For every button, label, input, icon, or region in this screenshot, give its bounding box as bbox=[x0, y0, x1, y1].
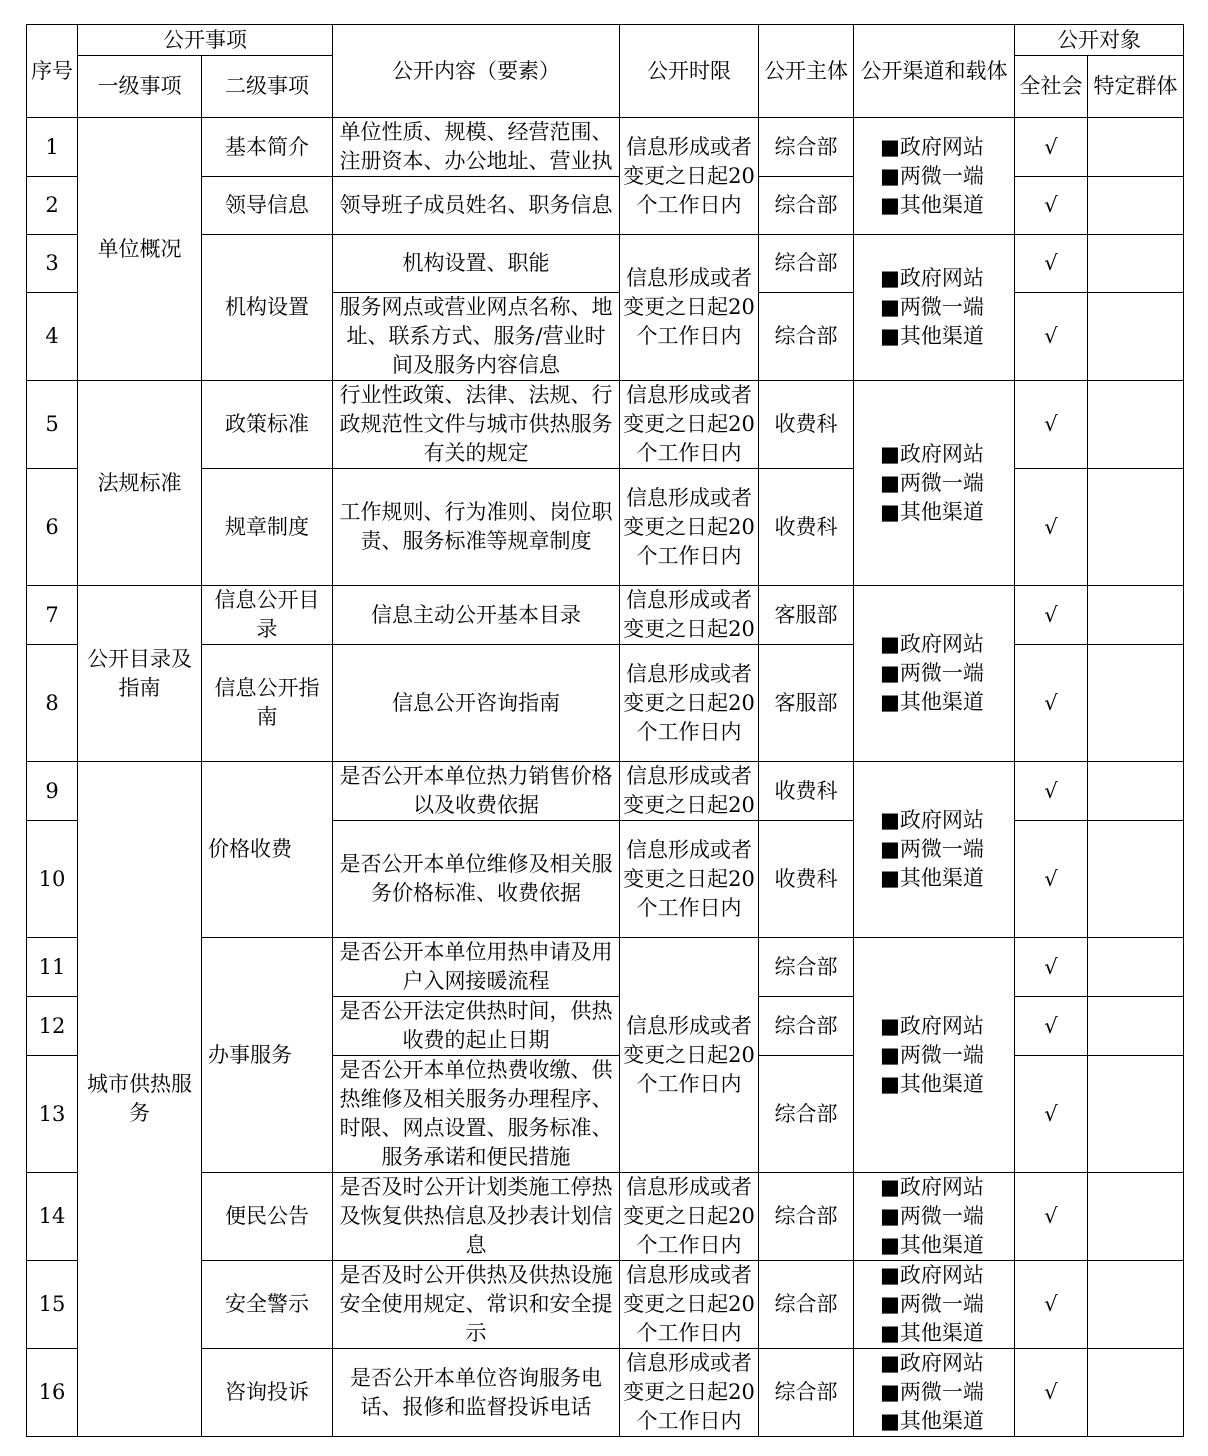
channel-cell bbox=[854, 1261, 1015, 1349]
content-cell: 是否公开本单位热费收缴、供热维修及相关服务办理程序、时限、网点设置、服务标准、服务承诺和便民措施 bbox=[333, 1056, 620, 1173]
level1-item: 单位概况 bbox=[78, 118, 202, 381]
content-text: 是否公开本单位用热申请及用户入网接暖流程 bbox=[339, 940, 613, 993]
public-check: √ bbox=[1015, 1349, 1088, 1437]
channel-gov-website: ■政府网站 bbox=[880, 1013, 984, 1038]
subject-cell: 综合部 bbox=[759, 293, 854, 381]
table-row bbox=[27, 118, 1184, 177]
specific-cell bbox=[1088, 1261, 1184, 1349]
public-check: √ bbox=[1015, 821, 1088, 938]
channel-cell bbox=[854, 1173, 1015, 1261]
channel-gov-website: ■政府网站 bbox=[880, 441, 984, 466]
level1-item: 公开目录及指南 bbox=[78, 586, 202, 762]
public-check: √ bbox=[1015, 997, 1088, 1056]
header-channel: 公开渠道和载体 bbox=[854, 25, 1015, 118]
subject-cell: 综合部 bbox=[759, 177, 854, 235]
deadline-cell bbox=[620, 1349, 759, 1437]
row-number: 6 bbox=[27, 469, 78, 586]
specific-cell bbox=[1088, 293, 1184, 381]
deadline-text: 信息形成或者变更之日起20个工作日内 bbox=[623, 1175, 755, 1257]
public-check: √ bbox=[1015, 1173, 1088, 1261]
deadline-cell: 信息形成或者变更之日起20个工作日内 bbox=[620, 938, 759, 1173]
content-cell: 是否公开本单位咨询服务电话、报修和监督投诉电话 bbox=[333, 1349, 620, 1437]
row-number: 12 bbox=[27, 997, 78, 1056]
header-subject: 公开主体 bbox=[759, 25, 854, 118]
deadline-text: 信息形成或者变更之日起20个工作日内 bbox=[623, 383, 755, 465]
channel-two-micro-one-end: ■两微一端 bbox=[880, 1292, 984, 1316]
channel-gov-website: ■政府网站 bbox=[880, 1175, 984, 1199]
level2-item: 办事服务 bbox=[202, 938, 333, 1173]
subject-cell: 综合部 bbox=[759, 1261, 854, 1349]
subject-cell: 收费科 bbox=[759, 762, 854, 821]
row-number: 10 bbox=[27, 821, 78, 938]
level1-item: 法规标准 bbox=[78, 381, 202, 586]
content-cell bbox=[333, 821, 620, 938]
level2-item: 政策标准 bbox=[202, 381, 333, 469]
public-check: √ bbox=[1015, 1056, 1088, 1173]
level2-item: 领导信息 bbox=[202, 177, 333, 235]
channel-gov-website: ■政府网站 bbox=[880, 266, 984, 290]
channel-gov-website: ■政府网站 bbox=[880, 1351, 984, 1375]
content-cell bbox=[333, 293, 620, 381]
content-text: 单位性质、规模、经营范围、注册资本、办公地址、营业执 bbox=[339, 120, 613, 173]
public-check: √ bbox=[1015, 586, 1088, 645]
channel-gov-website: ■政府网站 bbox=[880, 134, 984, 159]
deadline-cell: 信息形成或者变更之日起20个工作日内 bbox=[620, 821, 759, 938]
content-cell bbox=[333, 762, 620, 821]
channel-two-micro-one-end: ■两微一端 bbox=[880, 661, 984, 685]
channel-cell bbox=[854, 586, 1015, 762]
header-public: 全社会 bbox=[1015, 56, 1088, 118]
public-check: √ bbox=[1015, 235, 1088, 293]
specific-cell bbox=[1088, 821, 1184, 938]
public-check: √ bbox=[1015, 469, 1088, 586]
channel-other: ■其他渠道 bbox=[880, 324, 984, 348]
row-number: 1 bbox=[27, 118, 78, 177]
deadline-cell: 信息形成或者变更之日起20个工作日内 bbox=[620, 235, 759, 381]
content-cell bbox=[333, 381, 620, 469]
specific-cell bbox=[1088, 381, 1184, 469]
deadline-cell: 信息形成或者变更之日起20个工作日内 bbox=[620, 645, 759, 762]
deadline-text: 信息形成或者变更之日起20个工作日内 bbox=[623, 1351, 755, 1433]
deadline-text: 信息形成或者变更之日起20 bbox=[623, 588, 755, 641]
channel-other: ■其他渠道 bbox=[880, 1321, 984, 1345]
content-text: 机构设置、职能 bbox=[402, 251, 550, 275]
channel-cell bbox=[854, 381, 1015, 586]
channel-gov-website: ■政府网站 bbox=[880, 808, 984, 832]
row-number: 15 bbox=[27, 1261, 78, 1349]
level2-item: 咨询投诉 bbox=[202, 1349, 333, 1437]
content-cell: 信息公开咨询指南 bbox=[333, 645, 620, 762]
content-text: 工作规则、行为准则、岗位职责、服务标准等规章制度 bbox=[339, 500, 613, 553]
channel-two-micro-one-end: ■两微一端 bbox=[880, 1204, 984, 1228]
subject-cell: 收费科 bbox=[759, 821, 854, 938]
specific-cell bbox=[1088, 938, 1184, 997]
content-cell bbox=[333, 177, 620, 235]
content-text: 行业性政策、法律、法规、行政规范性文件与城市供热服务有关的规定 bbox=[339, 383, 613, 465]
level2-item: 便民公告 bbox=[202, 1173, 333, 1261]
level2-item: 基本简介 bbox=[202, 118, 333, 177]
level2-text: 信息公开目录 bbox=[214, 588, 320, 641]
row-number: 2 bbox=[27, 177, 78, 235]
header-seq: 序号 bbox=[27, 25, 78, 118]
channel-two-micro-one-end: ■两微一端 bbox=[880, 163, 984, 188]
channel-other: ■其他渠道 bbox=[880, 690, 984, 714]
channel-gov-website: ■政府网站 bbox=[880, 1263, 984, 1287]
header-time-limit: 公开时限 bbox=[620, 25, 759, 118]
channel-other: ■其他渠道 bbox=[880, 1233, 984, 1257]
row-number: 7 bbox=[27, 586, 78, 645]
subject-cell: 综合部 bbox=[759, 118, 854, 177]
deadline-cell bbox=[620, 381, 759, 469]
public-check: √ bbox=[1015, 938, 1088, 997]
table-row bbox=[27, 381, 1184, 469]
channel-other: ■其他渠道 bbox=[880, 866, 984, 890]
table-row bbox=[27, 586, 1184, 645]
public-check: √ bbox=[1015, 381, 1088, 469]
content-cell bbox=[333, 235, 620, 293]
header-specific: 特定群体 bbox=[1088, 56, 1184, 118]
deadline-cell: 信息形成或者变更之日起20个工作日内 bbox=[620, 469, 759, 586]
channel-gov-website: ■政府网站 bbox=[880, 632, 984, 656]
disclosure-table bbox=[26, 24, 1184, 1437]
row-number: 8 bbox=[27, 645, 78, 762]
subject-cell: 客服部 bbox=[759, 586, 854, 645]
channel-other: ■其他渠道 bbox=[880, 1071, 984, 1096]
subject-cell: 收费科 bbox=[759, 469, 854, 586]
public-check: √ bbox=[1015, 645, 1088, 762]
channel-cell bbox=[854, 235, 1015, 381]
specific-cell bbox=[1088, 235, 1184, 293]
header-content: 公开内容（要素） bbox=[333, 25, 620, 118]
content-cell bbox=[333, 469, 620, 586]
level2-item: 价格收费 bbox=[202, 762, 333, 938]
level2-item: 机构设置 bbox=[202, 235, 333, 381]
deadline-cell bbox=[620, 762, 759, 821]
channel-two-micro-one-end: ■两微一端 bbox=[880, 470, 984, 495]
channel-cell bbox=[854, 938, 1015, 1173]
subject-cell: 综合部 bbox=[759, 1056, 854, 1173]
specific-cell bbox=[1088, 645, 1184, 762]
public-check: √ bbox=[1015, 1261, 1088, 1349]
public-check: √ bbox=[1015, 762, 1088, 821]
row-number: 4 bbox=[27, 293, 78, 381]
subject-cell: 综合部 bbox=[759, 235, 854, 293]
channel-two-micro-one-end: ■两微一端 bbox=[880, 295, 984, 319]
content-text: 是否公开本单位维修及相关服务价格标准、收费依据 bbox=[339, 852, 613, 905]
deadline-text: 信息形成或者变更之日起20 bbox=[623, 764, 755, 817]
channel-other: ■其他渠道 bbox=[880, 499, 984, 524]
channel-two-micro-one-end: ■两微一端 bbox=[880, 837, 984, 861]
deadline-cell: 信息形成或者变更之日起20个工作日内 bbox=[620, 118, 759, 235]
specific-cell bbox=[1088, 586, 1184, 645]
specific-cell bbox=[1088, 1173, 1184, 1261]
row-number: 14 bbox=[27, 1173, 78, 1261]
content-cell: 是否及时公开计划类施工停热及恢复供热信息及抄表计划信息 bbox=[333, 1173, 620, 1261]
specific-cell bbox=[1088, 1056, 1184, 1173]
content-text: 是否公开法定供热时间，供热收费的起止日期 bbox=[339, 999, 613, 1052]
channel-two-micro-one-end: ■两微一端 bbox=[880, 1380, 984, 1404]
subject-cell: 综合部 bbox=[759, 938, 854, 997]
row-number: 9 bbox=[27, 762, 78, 821]
header-level1: 一级事项 bbox=[78, 56, 202, 118]
content-text: 是否公开本单位热力销售价格以及收费依据 bbox=[339, 764, 613, 817]
row-number: 11 bbox=[27, 938, 78, 997]
channel-two-micro-one-end: ■两微一端 bbox=[880, 1042, 984, 1067]
row-number: 5 bbox=[27, 381, 78, 469]
channel-cell bbox=[854, 1349, 1015, 1437]
header-items-group: 公开事项 bbox=[78, 25, 333, 56]
level2-item: 安全警示 bbox=[202, 1261, 333, 1349]
deadline-text: 信息形成或者变更之日起20个工作日内 bbox=[623, 1263, 755, 1345]
specific-cell bbox=[1088, 118, 1184, 177]
public-check: √ bbox=[1015, 293, 1088, 381]
subject-cell: 客服部 bbox=[759, 645, 854, 762]
subject-cell: 综合部 bbox=[759, 1173, 854, 1261]
specific-cell bbox=[1088, 997, 1184, 1056]
deadline-cell bbox=[620, 1261, 759, 1349]
subject-cell: 综合部 bbox=[759, 997, 854, 1056]
content-cell: 信息主动公开基本目录 bbox=[333, 586, 620, 645]
channel-other: ■其他渠道 bbox=[880, 192, 984, 217]
row-number: 3 bbox=[27, 235, 78, 293]
level2-item bbox=[202, 586, 333, 645]
table-row bbox=[27, 762, 1184, 821]
content-text: 领导班子成员姓名、职务信息 bbox=[339, 193, 613, 217]
specific-cell bbox=[1088, 762, 1184, 821]
specific-cell bbox=[1088, 469, 1184, 586]
public-check: √ bbox=[1015, 177, 1088, 235]
subject-cell: 收费科 bbox=[759, 381, 854, 469]
level2-item: 信息公开指南 bbox=[202, 645, 333, 762]
header-audience-group: 公开对象 bbox=[1015, 25, 1184, 56]
content-cell bbox=[333, 938, 620, 997]
subject-cell: 综合部 bbox=[759, 1349, 854, 1437]
row-number: 13 bbox=[27, 1056, 78, 1173]
level2-item: 规章制度 bbox=[202, 469, 333, 586]
content-cell: 是否及时公开供热及供热设施安全使用规定、常识和安全提示 bbox=[333, 1261, 620, 1349]
specific-cell bbox=[1088, 177, 1184, 235]
specific-cell bbox=[1088, 1349, 1184, 1437]
channel-cell bbox=[854, 118, 1015, 235]
content-text: 服务网点或营业网点名称、地址、联系方式、服务/营业时间及服务内容信息 bbox=[339, 295, 613, 377]
level1-item: 城市供热服务 bbox=[78, 762, 202, 1437]
deadline-cell bbox=[620, 1173, 759, 1261]
content-cell bbox=[333, 997, 620, 1056]
channel-other: ■其他渠道 bbox=[880, 1409, 984, 1433]
public-check: √ bbox=[1015, 118, 1088, 177]
row-number: 16 bbox=[27, 1349, 78, 1437]
content-cell bbox=[333, 118, 620, 177]
channel-cell bbox=[854, 762, 1015, 938]
deadline-cell bbox=[620, 586, 759, 645]
header-level2: 二级事项 bbox=[202, 56, 333, 118]
